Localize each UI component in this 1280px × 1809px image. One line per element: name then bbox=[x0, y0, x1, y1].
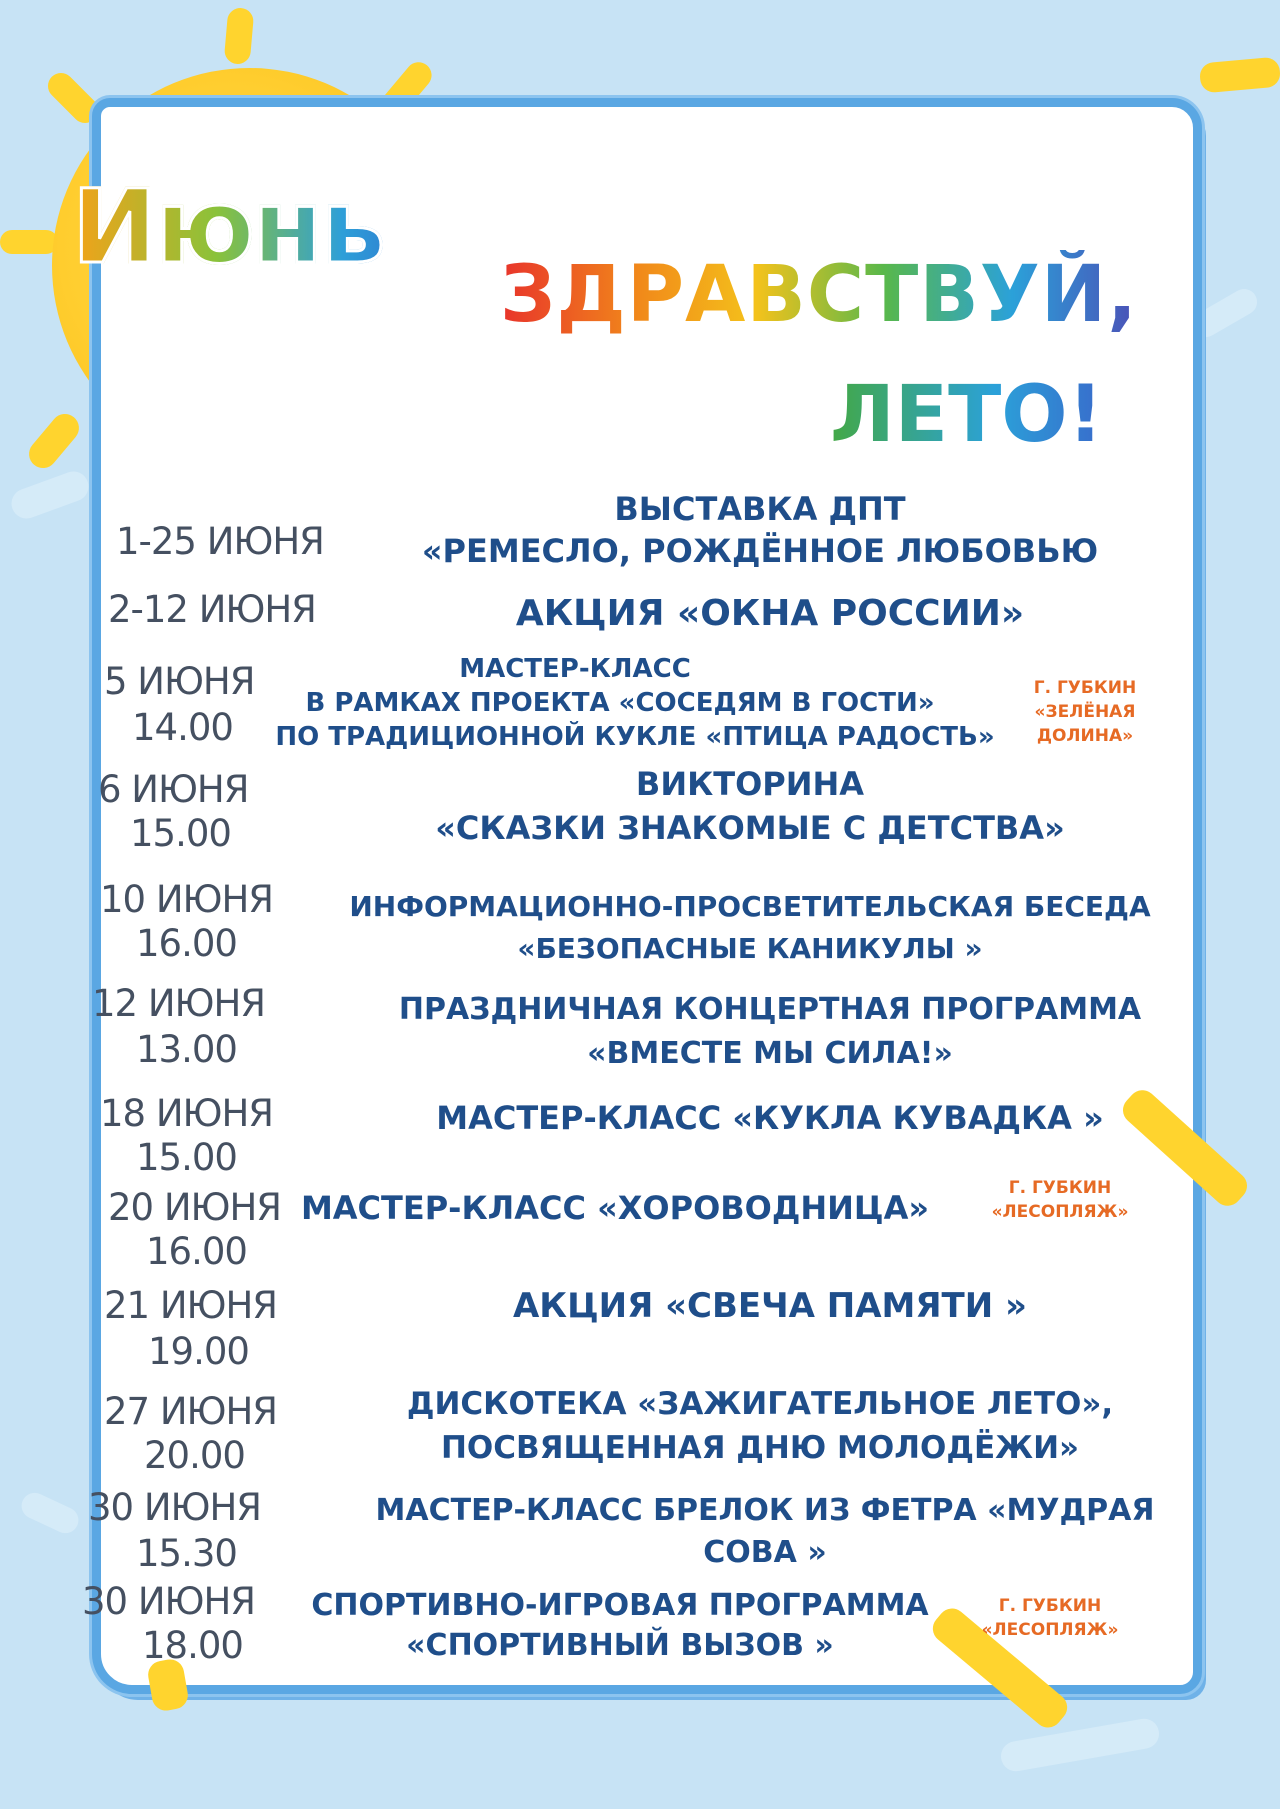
event-time: 18.00 bbox=[142, 1624, 243, 1667]
event-time: 14.00 bbox=[132, 706, 233, 749]
event-date: 6 ИЮНЯ bbox=[98, 768, 249, 811]
location-line: «ЛЕСОПЛЯЖ» bbox=[981, 1620, 1119, 1640]
event-title-line: ВЫСТАВКА ДПТ bbox=[614, 490, 906, 528]
poster-title-line1: ЗДРАВСТВУЙ, bbox=[500, 250, 1140, 340]
event-time: 16.00 bbox=[146, 1230, 247, 1273]
event-date: 30 ИЮНЯ bbox=[88, 1486, 261, 1529]
event-location bbox=[1010, 676, 1160, 748]
event-date: 2-12 ИЮНЯ bbox=[108, 588, 316, 631]
event-title-line: В РАМКАХ ПРОЕКТА «СОСЕДЯМ В ГОСТИ» bbox=[305, 688, 935, 718]
event-date: 10 ИЮНЯ bbox=[100, 878, 273, 921]
event-time: 19.00 bbox=[148, 1330, 249, 1373]
event-date: 21 ИЮНЯ bbox=[104, 1284, 277, 1327]
event-title-line: СПОРТИВНО-ИГРОВАЯ ПРОГРАММА bbox=[311, 1588, 929, 1623]
event-title-line: СОВА » bbox=[703, 1535, 827, 1570]
location-line: «ЛЕСОПЛЯЖ» bbox=[991, 1202, 1129, 1222]
event-title-line: МАСТЕР-КЛАСС «КУКЛА КУВАДКА » bbox=[436, 1099, 1104, 1137]
location-line: ДОЛИНА» bbox=[1036, 726, 1134, 746]
event-title bbox=[380, 762, 1120, 850]
location-line: Г. ГУБКИН bbox=[1033, 678, 1137, 698]
event-time: 13.00 bbox=[136, 1028, 237, 1071]
sun-ray bbox=[224, 7, 255, 65]
event-title-line: АКЦИЯ «ОКНА РОССИИ» bbox=[515, 593, 1025, 634]
bg-streak bbox=[17, 1489, 82, 1538]
event-title-line: «РЕМЕСЛО, РОЖДЁННОЕ ЛЮБОВЬЮ bbox=[421, 532, 1099, 570]
event-time: 15.00 bbox=[130, 812, 231, 855]
event-time: 15.30 bbox=[136, 1532, 237, 1575]
bg-streak bbox=[7, 467, 92, 523]
event-title bbox=[400, 1284, 1140, 1328]
event-title bbox=[400, 1096, 1140, 1140]
event-title-line: МАСТЕР-КЛАСС «ХОРОВОДНИЦА» bbox=[300, 1189, 930, 1227]
month-title: Июнь bbox=[72, 168, 432, 287]
event-date: 20 ИЮНЯ bbox=[108, 1186, 281, 1229]
location-line: Г. ГУБКИН bbox=[998, 1596, 1102, 1616]
event-title bbox=[380, 988, 1160, 1076]
event-title bbox=[340, 886, 1160, 970]
event-title-line: «СПОРТИВНЫЙ ВЫЗОВ » bbox=[406, 1628, 834, 1663]
event-title-line: ПО ТРАДИЦИОННОЙ КУКЛЕ «ПТИЦА РАДОСТЬ» bbox=[275, 722, 995, 752]
event-title-line: ДИСКОТЕКА «ЗАЖИГАТЕЛЬНОЕ ЛЕТО», bbox=[406, 1386, 1114, 1422]
event-title bbox=[380, 1382, 1140, 1470]
event-title bbox=[400, 592, 1140, 636]
event-title-line: МАСТЕР-КЛАСС БРЕЛОК ИЗ ФЕТРА «МУДРАЯ bbox=[375, 1493, 1155, 1528]
event-title-line: «ВМЕСТЕ МЫ СИЛА!» bbox=[587, 1036, 953, 1071]
event-date: 1-25 ИЮНЯ bbox=[116, 520, 324, 563]
event-date: 27 ИЮНЯ bbox=[104, 1390, 277, 1433]
event-date: 12 ИЮНЯ bbox=[92, 982, 265, 1025]
bg-streak bbox=[999, 1716, 1162, 1773]
event-title bbox=[270, 652, 1000, 754]
event-title bbox=[290, 1186, 940, 1230]
event-title-line: «СКАЗКИ ЗНАКОМЫЕ С ДЕТСТВА» bbox=[435, 809, 1065, 847]
event-title-line: ПОСВЯЩЕННАЯ ДНЮ МОЛОДЁЖИ» bbox=[440, 1430, 1080, 1466]
event-title bbox=[370, 1490, 1160, 1574]
sun-ray bbox=[0, 230, 58, 254]
sun-ray bbox=[23, 408, 84, 473]
event-title-line: АКЦИЯ «СВЕЧА ПАМЯТИ » bbox=[512, 1286, 1028, 1326]
event-title-line: ПРАЗДНИЧНАЯ КОНЦЕРТНАЯ ПРОГРАММА bbox=[398, 992, 1142, 1027]
poster-title-line2: ЛЕТО! bbox=[830, 370, 1130, 460]
event-time: 15.00 bbox=[136, 1136, 237, 1179]
event-time: 16.00 bbox=[136, 922, 237, 965]
event-time: 20.00 bbox=[144, 1434, 245, 1477]
location-line: Г. ГУБКИН bbox=[1008, 1178, 1112, 1198]
sun-streak bbox=[1199, 57, 1280, 94]
event-title-line: МАСТЕР-КЛАСС bbox=[459, 654, 691, 684]
event-date: 5 ИЮНЯ bbox=[104, 660, 255, 703]
event-title bbox=[300, 1586, 940, 1666]
location-line: «ЗЕЛЁНАЯ bbox=[1034, 702, 1136, 722]
event-title bbox=[380, 488, 1140, 572]
event-location bbox=[960, 1176, 1160, 1224]
event-date: 18 ИЮНЯ bbox=[100, 1092, 273, 1135]
event-title-line: «БЕЗОПАСНЫЕ КАНИКУЛЫ » bbox=[517, 932, 983, 965]
event-title-line: ИНФОРМАЦИОННО-ПРОСВЕТИТЕЛЬСКАЯ БЕСЕДА bbox=[349, 890, 1151, 923]
event-location bbox=[950, 1594, 1150, 1642]
event-title-line: ВИКТОРИНА bbox=[635, 765, 865, 803]
event-date: 30 ИЮНЯ bbox=[82, 1580, 255, 1623]
